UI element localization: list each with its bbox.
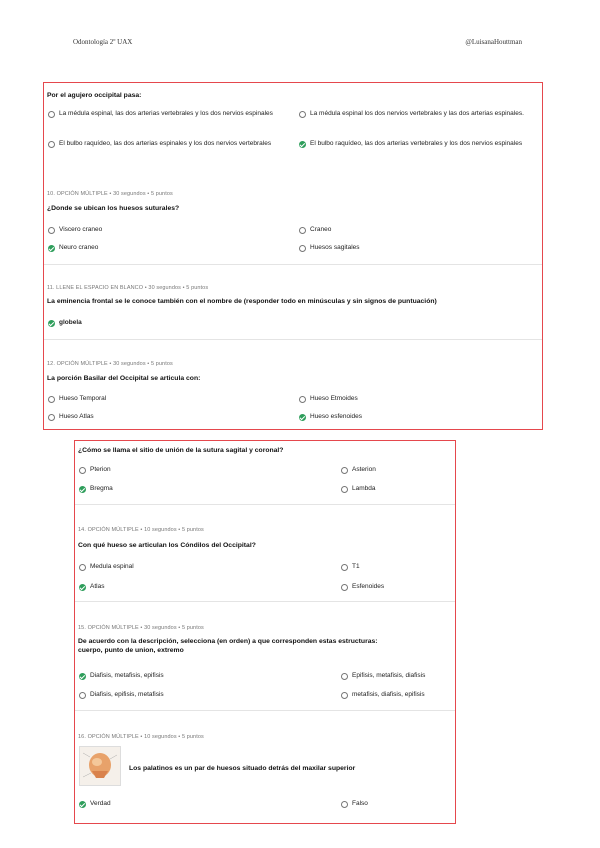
option-label: Atlas	[90, 583, 105, 590]
option-label: Huesos sagitales	[310, 244, 360, 251]
option-label: Epifisis, metafisis, diafisis	[352, 672, 426, 679]
question-prompt: ¿Donde se ubican los huesos suturales?	[47, 205, 180, 212]
quiz-block-2	[74, 440, 456, 824]
option[interactable]	[341, 691, 453, 699]
option[interactable]	[48, 413, 288, 421]
radio-icon	[341, 467, 348, 474]
question-frontal-eminence	[44, 297, 542, 306]
option[interactable]	[299, 244, 539, 252]
check-icon	[48, 245, 55, 252]
option[interactable]	[299, 226, 539, 234]
option-correct[interactable]	[79, 583, 319, 591]
option-label: Falso	[352, 800, 368, 807]
option-label: Medula espinal	[90, 563, 134, 570]
option-label: Esfenoides	[352, 583, 385, 590]
option[interactable]	[341, 485, 451, 493]
option-correct[interactable]	[79, 485, 319, 493]
question-occipital-foramen	[44, 91, 542, 100]
check-icon	[79, 673, 86, 680]
option[interactable]	[341, 583, 451, 591]
radio-icon	[79, 564, 86, 571]
question-meta-text: 11. LLENE EL ESPACIO EN BLANCO • 30 segundos • 5 puntos	[47, 285, 209, 291]
option-label: Verdad	[90, 800, 111, 807]
check-icon	[79, 801, 86, 808]
option-label: metafisis, diafisis, epifisis	[352, 691, 425, 698]
radio-icon	[48, 414, 55, 421]
radio-icon	[299, 396, 306, 403]
option-label: Hueso Temporal	[59, 395, 107, 402]
option[interactable]	[341, 672, 453, 680]
question-meta-text: 10. OPCIÓN MÚLTIPLE • 30 segundos • 5 puntos	[47, 191, 173, 197]
option-label: Pterion	[90, 466, 111, 473]
option[interactable]	[299, 110, 539, 118]
option-label: Viscero craneo	[59, 226, 103, 233]
option-correct[interactable]	[48, 244, 288, 252]
radio-icon	[48, 111, 55, 118]
question-sutural-bones	[44, 204, 542, 213]
question-meta-text: 12. OPCIÓN MÚLTIPLE • 30 segundos • 5 puntos	[47, 361, 173, 367]
option-label: La médula espinal, las dos arterias vertebrales y los dos nervios espinales	[59, 110, 273, 117]
option[interactable]	[299, 395, 539, 403]
check-icon	[299, 141, 306, 148]
check-icon	[48, 320, 55, 327]
skull-illustration-icon	[80, 747, 120, 785]
question-palatine	[129, 764, 449, 773]
option-label: Bregma	[90, 485, 113, 492]
option[interactable]	[341, 800, 451, 808]
header-author: @LuisanaHouttman	[465, 38, 522, 46]
divider	[44, 339, 542, 340]
question-prompt: Por el agujero occipital pasa:	[47, 92, 142, 99]
option-label: Asterion	[352, 466, 376, 473]
radio-icon	[299, 227, 306, 234]
radio-icon	[341, 801, 348, 808]
question-meta-text: 15. OPCIÓN MÚLTIPLE • 30 segundos • 5 puntos	[78, 625, 204, 631]
option[interactable]	[48, 110, 288, 118]
option[interactable]	[48, 395, 288, 403]
question-basilar-occipital	[44, 374, 542, 383]
option-label: Neuro craneo	[59, 244, 99, 251]
divider	[75, 710, 455, 711]
option[interactable]	[79, 563, 319, 571]
radio-icon	[79, 692, 86, 699]
check-icon	[79, 584, 86, 591]
question-meta	[44, 352, 542, 370]
radio-icon	[341, 584, 348, 591]
question-meta	[44, 276, 542, 294]
header-course: Odontología 2º UAX	[73, 38, 133, 46]
option-label: Hueso Etmoides	[310, 395, 358, 402]
radio-icon	[341, 564, 348, 571]
divider	[44, 264, 542, 265]
question-prompt: De acuerdo con la descripción, selecciona (en orden) a que corresponden estas estructuras: cuerpo, punto de union, extremo	[78, 638, 378, 654]
radio-icon	[299, 111, 306, 118]
option-correct[interactable]	[299, 140, 539, 148]
option-correct[interactable]	[79, 800, 319, 808]
question-meta	[75, 616, 455, 634]
skull-illustration-image	[79, 746, 121, 786]
question-prompt: La eminencia frontal se le conoce también con el nombre de (responder todo en minúsculas y sin signos de puntuación)	[47, 298, 437, 305]
option-label: Hueso esfenoides	[310, 413, 363, 420]
question-prompt: Con qué hueso se articulan los Cóndilos del Occipital?	[78, 542, 256, 549]
answer-label: globela	[59, 319, 82, 326]
question-meta	[44, 182, 542, 200]
radio-icon	[341, 673, 348, 680]
option-label: El bulbo raquídeo, las dos arterias vertebrales y los dos nervios espinales	[310, 140, 523, 147]
question-meta-text: 14. OPCIÓN MÚLTIPLE • 10 segundos • 5 puntos	[78, 527, 204, 533]
check-icon	[79, 486, 86, 493]
option-label: T1	[352, 563, 360, 570]
option-label: Hueso Atlas	[59, 413, 94, 420]
question-meta	[75, 725, 455, 743]
question-suture-junction	[75, 446, 455, 455]
question-prompt: ¿Cómo se llama el sitio de unión de la sutura sagital y coronal?	[78, 447, 284, 454]
answer-correct	[48, 319, 288, 327]
option[interactable]	[341, 466, 451, 474]
option-label: La médula espinal los dos nervios vertebrales y las dos arterias espinales.	[310, 110, 524, 117]
question-meta	[75, 518, 455, 536]
divider	[75, 601, 455, 602]
option-correct[interactable]	[299, 413, 539, 421]
radio-icon	[341, 692, 348, 699]
option-label: Diafisis, epifisis, metafisis	[90, 691, 164, 698]
option[interactable]	[79, 691, 319, 699]
question-prompt: La porción Basilar del Occipital se articula con:	[47, 375, 201, 382]
option-label: Diafisis, metafisis, epifisis	[90, 672, 164, 679]
option[interactable]	[79, 466, 319, 474]
question-meta-text: 16. OPCIÓN MÚLTIPLE • 10 segundos • 5 puntos	[78, 734, 204, 740]
radio-icon	[79, 467, 86, 474]
option[interactable]	[341, 563, 451, 571]
option-label: El bulbo raquídeo, las dos arterias espinales y los dos nervios vertebrales	[59, 140, 272, 147]
radio-icon	[48, 227, 55, 234]
question-occipital-condyles	[75, 541, 455, 550]
radio-icon	[48, 396, 55, 403]
check-icon	[299, 414, 306, 421]
option[interactable]	[48, 226, 288, 234]
option[interactable]	[48, 140, 288, 148]
divider	[75, 504, 455, 505]
radio-icon	[299, 245, 306, 252]
option-label: Craneo	[310, 226, 332, 233]
radio-icon	[341, 486, 348, 493]
option-label: Lambda	[352, 485, 376, 492]
radio-icon	[48, 141, 55, 148]
option-correct[interactable]	[79, 672, 319, 680]
question-prompt: Los palatinos es un par de huesos situado detrás del maxilar superior	[129, 765, 356, 772]
question-bone-structures	[75, 637, 455, 655]
quiz-block-1	[43, 82, 543, 430]
